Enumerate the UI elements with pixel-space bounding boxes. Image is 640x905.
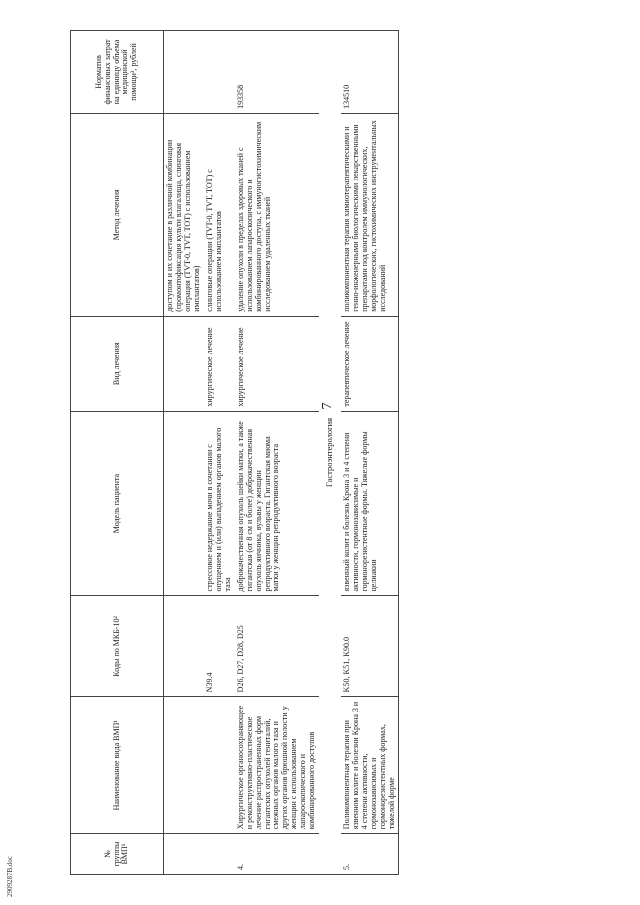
cell-model: доброкачественная опухоль шейки матки, а также гигантская (от 8 см и более) доброкачественная опухоль яичника, вульвы у женщин репродуктивного возраста. Гигантская миома матки у женщин репродуктивного возраста: [235, 411, 320, 596]
rotated-table-container: [70, 30, 640, 875]
header-name: Наименование вида ВМП¹: [71, 697, 164, 834]
cell-method: слинговые операции (TVT-0, TVT, TOT) с использованием имплантатов: [204, 113, 235, 316]
cell-method: удаление опухоли в пределах здоровых тканей с использованием лапароскопического и комбинированного доступа, с иммуногистохимическим исследованием удаленных тканей: [235, 113, 320, 316]
cell-name: [164, 697, 204, 834]
cell-type: [164, 316, 204, 411]
cell-num: 5.: [341, 834, 399, 875]
cell-type: хирургическое лечение: [235, 316, 320, 411]
cell-name: Поликомпонентная терапия при язвенном колите и болезни Крона 3 и 4 степени активности, гормонозависимых и гормонорезистентных формах, тяжелой форме: [341, 697, 399, 834]
page-number: 7: [320, 402, 335, 410]
cell-model: стрессовое недержание мочи в сочетании с опущением и (или) выпадением органов малого таза: [204, 411, 235, 596]
header-num: № группы ВМП¹: [71, 834, 164, 875]
vmp-table: [70, 30, 399, 875]
cell-num: [204, 834, 235, 875]
header-model: Модель пациента: [71, 411, 164, 596]
cell-type: хирургическое лечение: [204, 316, 235, 411]
cell-codes: D26, D27, D28, D25: [235, 596, 320, 697]
cell-norm: [204, 31, 235, 114]
header-method: Метод лечения: [71, 113, 164, 316]
table-row: [164, 31, 204, 875]
section-title: Гастроэнтерология: [319, 31, 341, 875]
cell-codes: N39.4: [204, 596, 235, 697]
header-codes: Коды по МКБ-10²: [71, 596, 164, 697]
cell-num: [164, 834, 204, 875]
cell-type: терапевтическое лечение: [341, 316, 399, 411]
header-type: Вид лечения: [71, 316, 164, 411]
table-header-row: [71, 31, 164, 875]
table-row: [235, 31, 320, 875]
cell-codes: [164, 596, 204, 697]
cell-codes: K50, K51, K90.0: [341, 596, 399, 697]
header-norm: Норматив финансовых затрат на единицу объема медицинской помощи³, рублей: [71, 31, 164, 114]
table-row: [204, 31, 235, 875]
cell-model: язвенный колит и болезнь Крона 3 и 4 степени активности, гормонозависимые и гормонорезистентные формы. Тяжелые формы целиакии: [341, 411, 399, 596]
cell-method: доступом и их сочетание в различной комбинации (промонтофиксация культи влагалища, слинговая операция (TVT-0, TVT, TOT) с использованием имплантатов): [164, 113, 204, 316]
table-row: [341, 31, 399, 875]
cell-norm: 134510: [341, 31, 399, 114]
section-row: [319, 31, 341, 875]
cell-norm: [164, 31, 204, 114]
footer-stamp: 2909287В.doc: [6, 855, 14, 897]
cell-norm: 193358: [235, 31, 320, 114]
cell-num: 4.: [235, 834, 320, 875]
cell-model: [164, 411, 204, 596]
cell-name: Хирургическое органосохраняющее и реконструктивно-пластическое лечение распространенных форм гигантских опухолей гениталий, смежных органов малого таза и других органов брюшной полости у женщин с использованием лапароскопического и комбинированного доступов: [235, 697, 320, 834]
cell-method: поликомпонентная терапия химиотерапевтическими и генно-инженерными биологическими лекарственными препаратами под контролем иммунологических, морфологических, гистохимических инструментальных исследований: [341, 113, 399, 316]
cell-name: [204, 697, 235, 834]
